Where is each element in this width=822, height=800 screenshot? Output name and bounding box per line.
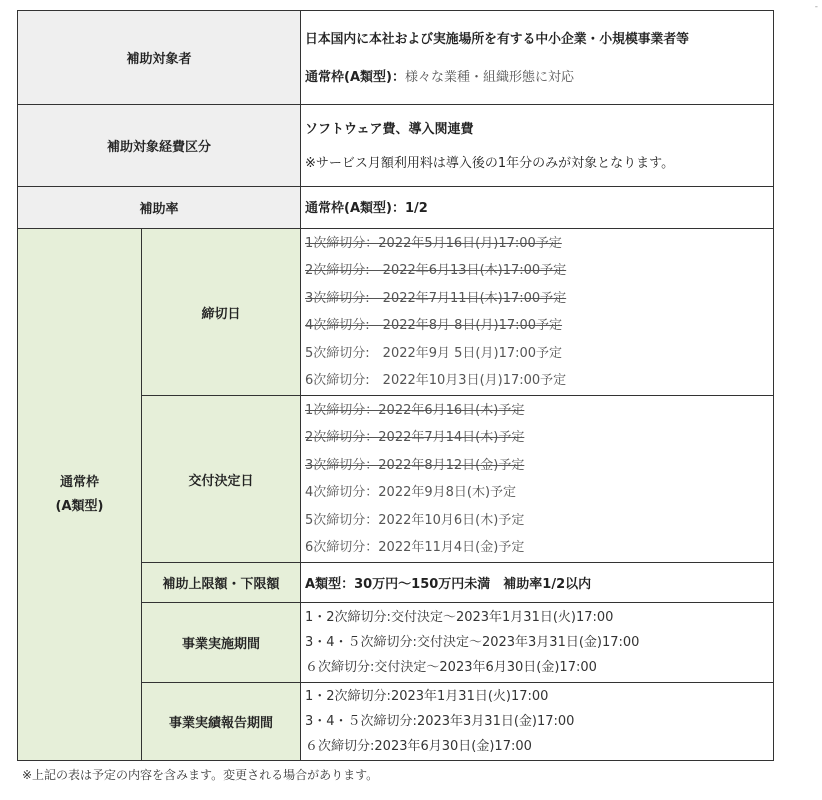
footnote: ※上記の表は予定の内容を含みます。変更される場合があります。 (22, 768, 379, 782)
decision-item: 5次締切分：2022年10月6日(木)予定 (305, 512, 525, 528)
period-label: 事業実施期間 (142, 603, 301, 683)
report-item: 1・2次締切分:2023年1月31日(火)17:00 (305, 689, 549, 704)
report-label: 事業実績報告期間 (142, 683, 301, 761)
decision-item: 4次締切分：2022年9月8日(木)予定 (305, 485, 517, 500)
rate-value: 通常枠(A類型)：1/2 (301, 187, 774, 229)
group-label-line2: (A類型) (55, 498, 104, 514)
group-label-line1: 通常枠 (59, 474, 99, 490)
table-row (18, 229, 774, 396)
expenses-value (301, 105, 774, 187)
deadline-item: 2次締切分: 2022年6月13日(木)17:00予定 (305, 263, 567, 278)
rate-label: 補助率 (18, 187, 301, 229)
deadline-item: 3次締切分: 2022年7月11日(木)17:00予定 (305, 290, 567, 306)
deadline-label: 締切日 (142, 229, 301, 396)
deadline-item: 4次締切分: 2022年8月 8日(月)17:00予定 (305, 318, 563, 333)
deadline-item: 6次締切分: 2022年10月3日(月)17:00予定 (305, 373, 567, 388)
decision-item: 1次締切分：2022年6月16日(木)予定 (305, 402, 525, 418)
period-item: 3・4・５次締切分:交付決定～2023年3月31日(金)17:00 (305, 635, 640, 650)
target-value (301, 11, 774, 105)
expenses-line1: ソフトウェア費、導入関連費 (305, 121, 474, 137)
table-row (18, 11, 774, 105)
decision-label: 交付決定日 (142, 396, 301, 563)
period-list (301, 603, 774, 683)
group-label (18, 229, 142, 761)
decision-list (301, 396, 774, 563)
expenses-label: 補助対象経費区分 (18, 105, 301, 187)
report-item: 3・4・５次締切分:2023年3月31日(金)17:00 (305, 714, 575, 729)
deadline-item: 1次締切分：2022年5月16日(月)17:00予定 (305, 235, 562, 251)
table-row (18, 105, 774, 187)
target-line2 (305, 67, 769, 89)
period-item: 1・2次締切分:交付決定～2023年1月31日(火)17:00 (305, 610, 614, 625)
target-line1: 日本国内に本社および実施場所を有する中小企業・小規模事業者等 (305, 31, 689, 47)
corner-mark: - (814, 2, 818, 12)
limit-label: 補助上限額・下限額 (142, 563, 301, 603)
decision-item: 6次締切分：2022年11月4日(金)予定 (305, 540, 525, 555)
decision-item: 3次締切分：2022年8月12日(金)予定 (305, 457, 525, 473)
target-line2-bold: 通常枠(A類型)： (305, 69, 405, 85)
target-line2-rest: 様々な業種・組織形態に対応 (404, 69, 574, 85)
deadline-item: 5次締切分: 2022年9月 5日(月)17:00予定 (305, 345, 563, 361)
report-item: ６次締切分:2023年6月30日(金)17:00 (305, 739, 532, 754)
table-row (18, 187, 774, 229)
target-label: 補助対象者 (18, 11, 301, 105)
limit-value: A類型：30万円～150万円未満 補助率1/2以内 (301, 563, 774, 603)
period-item: ６次締切分:交付決定～2023年6月30日(金)17:00 (305, 660, 597, 675)
expenses-line2: ※サービス月額利用料は導入後の1年分のみが対象となります。 (305, 155, 675, 171)
decision-item: 2次締切分：2022年7月14日(木)予定 (305, 430, 525, 445)
subsidy-table (17, 10, 774, 761)
deadline-list (301, 229, 774, 396)
report-list (301, 683, 774, 761)
